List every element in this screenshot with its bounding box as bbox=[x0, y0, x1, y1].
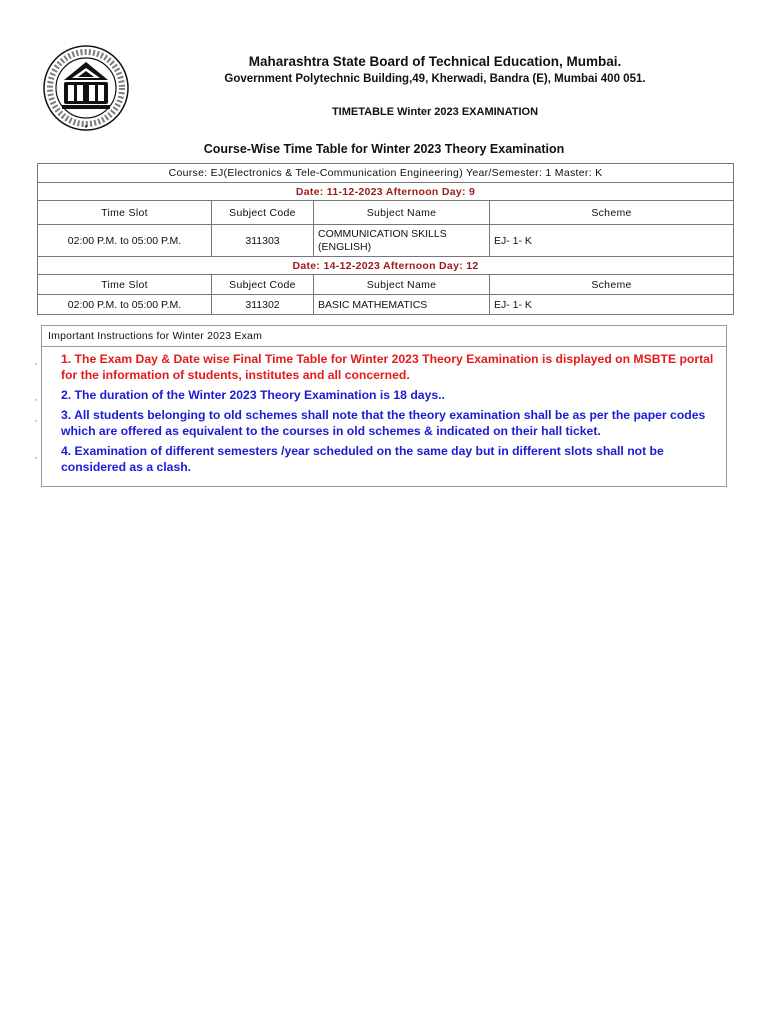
course-row bbox=[38, 164, 734, 183]
subject-code-cell: 311302 bbox=[212, 295, 314, 315]
col-subject-code: Subject Code bbox=[212, 201, 314, 225]
date-line: Date: 14-12-2023 Afternoon Day: 12 bbox=[38, 257, 734, 275]
page-title: Course-Wise Time Table for Winter 2023 Theory Examination bbox=[203, 142, 565, 156]
msbte-seal-icon bbox=[44, 46, 128, 130]
timetable-title: TIMETABLE Winter 2023 EXAMINATION bbox=[331, 106, 539, 118]
board-name: Maharashtra State Board of Technical Education, Mumbai. bbox=[248, 54, 622, 69]
subject-code-cell: 311303 bbox=[212, 225, 314, 257]
instructions-box bbox=[41, 325, 727, 487]
board-address: Government Polytechnic Building,49, Kherwadi, Bandra (E), Mumbai 400 051. bbox=[224, 73, 646, 85]
msbte-logo bbox=[38, 44, 134, 132]
col-subject-name: Subject Name bbox=[314, 275, 490, 295]
instruction-item: 1. The Exam Day & Date wise Final Time Table for Winter 2023 Theory Examination is displayed on MSBTE portal for the information of students, institutes and all concerned. bbox=[61, 352, 714, 382]
column-header-row bbox=[38, 201, 734, 225]
date-row bbox=[38, 183, 734, 201]
instruction-item: 4. Examination of different semesters /year scheduled on the same day but in different slots shall not be considered as a clash. bbox=[61, 444, 664, 474]
table-row bbox=[38, 295, 734, 315]
subject-name-cell: BASIC MATHEMATICS bbox=[314, 295, 490, 315]
col-time-slot: Time Slot bbox=[38, 201, 212, 225]
column-header-row bbox=[38, 275, 734, 295]
margin-mark: , bbox=[35, 414, 38, 423]
margin-mark: , bbox=[35, 357, 38, 366]
instruction-item: 2. The duration of the Winter 2023 Theory Examination is 18 days.. bbox=[61, 388, 445, 402]
table-row bbox=[38, 225, 734, 257]
scheme-cell: EJ- 1- K bbox=[490, 225, 734, 257]
col-subject-name: Subject Name bbox=[314, 201, 490, 225]
date-row bbox=[38, 257, 734, 275]
col-subject-code: Subject Code bbox=[212, 275, 314, 295]
time-slot-cell: 02:00 P.M. to 05:00 P.M. bbox=[38, 295, 212, 315]
svg-text:★: ★ bbox=[83, 124, 89, 130]
timetable-table bbox=[37, 163, 734, 315]
time-slot-cell: 02:00 P.M. to 05:00 P.M. bbox=[38, 225, 212, 257]
instructions-heading: Important Instructions for Winter 2023 Exam bbox=[42, 326, 726, 347]
margin-mark: , bbox=[35, 393, 38, 402]
course-info: Course: EJ(Electronics & Tele-Communication Engineering) Year/Semester: 1 Master: K bbox=[38, 164, 734, 183]
col-time-slot: Time Slot bbox=[38, 275, 212, 295]
subject-name-cell: COMMUNICATION SKILLS (ENGLISH) bbox=[314, 225, 490, 257]
instruction-item: 3. All students belonging to old schemes shall note that the theory examination shall be as per the paper codes which are offered as equivalent to the courses in old schemes & indicated on their hall ticket. bbox=[61, 408, 706, 438]
date-line: Date: 11-12-2023 Afternoon Day: 9 bbox=[38, 183, 734, 201]
col-scheme: Scheme bbox=[490, 275, 734, 295]
instructions-list bbox=[42, 347, 726, 475]
col-scheme: Scheme bbox=[490, 201, 734, 225]
margin-mark: , bbox=[35, 451, 38, 460]
scheme-cell: EJ- 1- K bbox=[490, 295, 734, 315]
